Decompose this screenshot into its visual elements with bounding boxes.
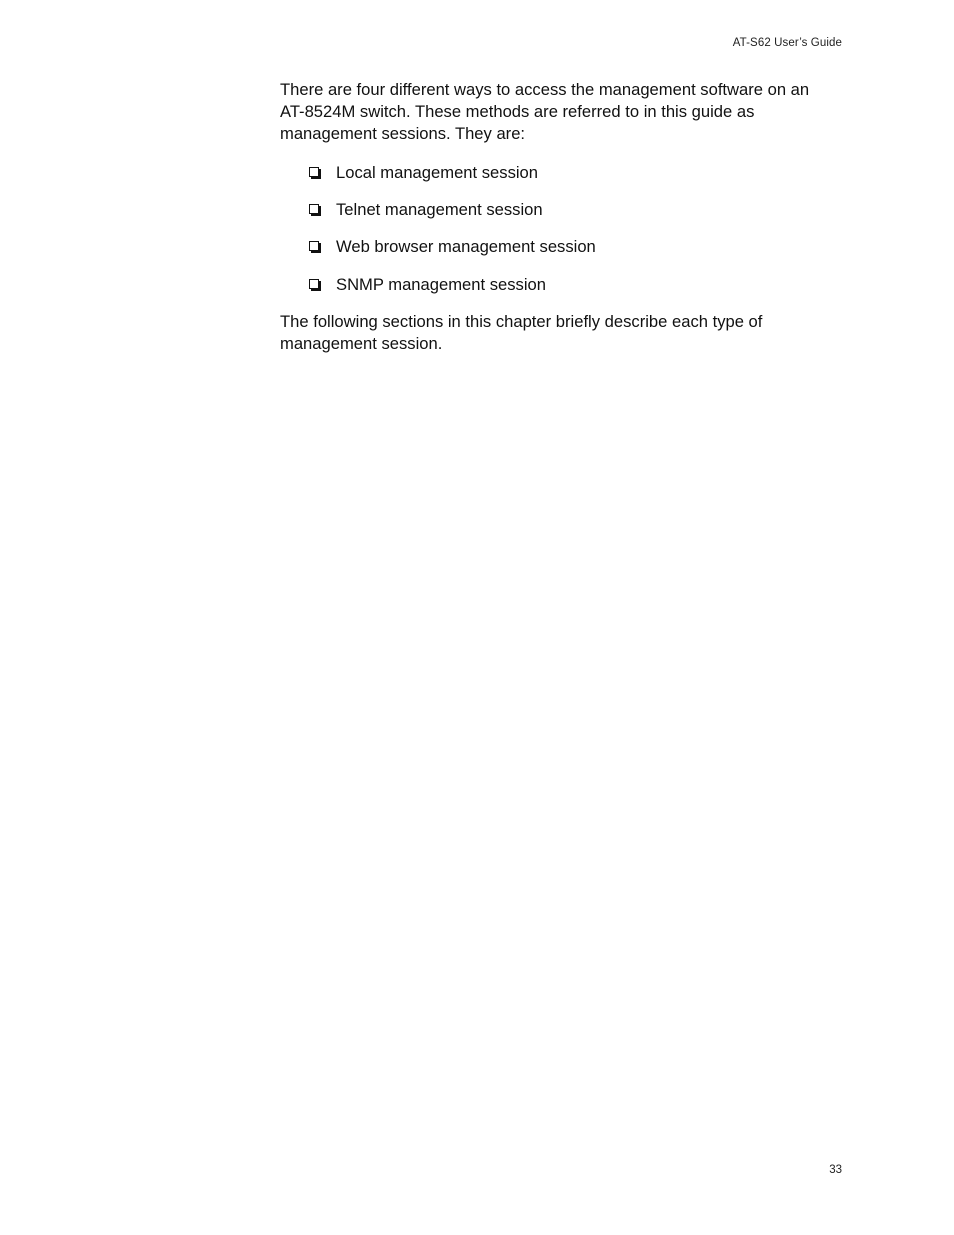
- list-item-telnet: [280, 199, 850, 221]
- checkbox-icon: [309, 241, 319, 251]
- main-content: [280, 79, 850, 355]
- checkbox-icon: [309, 204, 319, 214]
- intro-paragraph: [280, 79, 850, 146]
- list-item-snmp: [280, 274, 850, 296]
- checkbox-icon: [309, 279, 319, 289]
- closing-line: The following sections in this chapter briefly describe each type of: [280, 311, 763, 331]
- closing-line: management session.: [280, 333, 443, 353]
- intro-line: There are four different ways to access the management software on an: [280, 80, 810, 99]
- list-item-local: [280, 162, 850, 184]
- intro-line: management sessions. They are:: [280, 124, 526, 144]
- checkbox-icon: [309, 167, 319, 177]
- list-item-label: SNMP management session: [336, 274, 546, 294]
- list-item-web-browser: [280, 236, 850, 258]
- closing-paragraph: [280, 311, 850, 355]
- list-item-label: Local management session: [336, 162, 539, 182]
- running-header-title: AT-S62 User’s Guide: [732, 37, 842, 49]
- list-item-label: Telnet management session: [336, 199, 543, 219]
- page-number: 33: [829, 1164, 842, 1176]
- list-item-label: Web browser management session: [336, 237, 596, 257]
- intro-line: AT-8524M switch. These methods are referred to in this guide as: [280, 102, 755, 122]
- management-session-list: [280, 162, 850, 296]
